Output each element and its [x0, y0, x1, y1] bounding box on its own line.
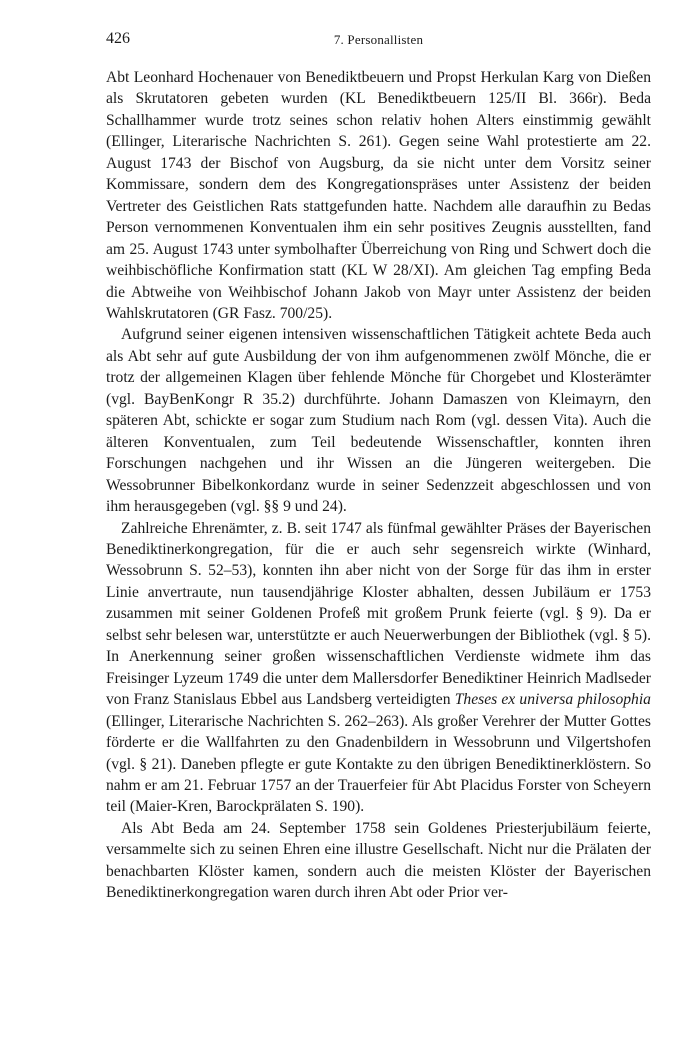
- page-number: 426: [106, 30, 130, 47]
- running-head: 7. Personallisten: [333, 32, 424, 47]
- paragraph-3: [106, 518, 651, 818]
- paragraph-1-text: Abt Leonhard Hochenauer von Benediktbeuern und Propst Herkulan Karg von Dießen als Skrutatoren gebeten wurden (KL Benediktbeuern 125/II Bl. 366r). Beda Schallhammer wurde trotz seines schon relativ hohen Alters einstimmig gewählt (Ellinger, Literarische Nachrichten S. 261). Gegen seine Wahl protestierte am 22. August 1743 der Bischof von Augsburg, da sie nicht unter dem Vorsitz seiner Kommissare, sondern dem des Kongregationspräses unter Assistenz der beiden Vertreter des Geistlichen Rats stattgefunden hatte. Nachdem alle daraufhin zu Bedas Person vernommenen Konventualen ihm ein sehr positives Zeugnis ausstellten, fand am 25. August 1743 unter symbolhafter Überreichung von Ring und Schwert doch die weihbischöfliche Konfirmation statt (KL W 28/XI). Am gleichen Tag empfing Beda die Abtweihe von Weihbischof Johann Jakob von Mayr unter Assistenz der beiden Wahlskrutatoren (GR Fasz. 700/25).: [106, 69, 651, 322]
- paragraph-3-text-a: Zahlreiche Ehrenämter, z. B. seit 1747 als fünfmal gewählter Präses der Bayerischen Benediktinerkongregation, für die er auch sehr segensreich wirkte (Winhard, Wessobrunn S. 52–53), konnten ihn aber nicht von der Sorge für das ihm in erster Linie anvertraute, nun tausendjährige Kloster abhalten, dessen Jubiläum er 1753 zusammen mit seiner Goldenen Profeß mit großem Prunk feierte (vgl. § 9). Da er selbst sehr belesen war, unterstützte er auch Neuerwerbungen der Bibliothek (vgl. § 5). In Anerkennung seiner großen wissenschaftlichen Verdienste widmete ihm das Freisinger Lyzeum 1749 die unter dem Mallersdorfer Benediktiner Heinrich Madlseder von Franz Stanislaus Ebbel aus Landsberg verteidigten: [106, 519, 651, 709]
- paragraph-2: [106, 324, 651, 517]
- body-text: [106, 67, 651, 904]
- paragraph-2-text: Aufgrund seiner eigenen intensiven wissenschaftlichen Tätigkeit achtete Beda auch als Abt sehr auf gute Ausbildung der von ihm aufgenommenen zwölf Mönche, die er trotz der allgemeinen Klagen über fehlende Mönche für Chorgebet und Klosterämter (vgl. BayBenKongr R 35.2) durchführte. Johann Damaszen von Kleimayrn, den späteren Abt, schickte er sogar zum Studium nach Rom (vgl. dessen Vita). Auch die älteren Konventualen, zum Teil bedeutende Wissenschaftler, konnten ihren Forschungen nachgehen und ihr Wissen an die Jüngeren weitergeben. Die Wessobrunner Bibelkonkordanz wurde in seiner Sedenzzeit abgeschlossen und von ihm herausgegeben (vgl. §§ 9 und 24).: [106, 326, 651, 516]
- paragraph-1: [106, 67, 651, 324]
- paragraph-4: [106, 818, 651, 904]
- thesis-title: Theses ex universa philosophia: [454, 691, 651, 709]
- page-header: [106, 30, 651, 52]
- paragraph-4-text: Als Abt Beda am 24. September 1758 sein Goldenes Priesterjubiläum feierte, versammelte sich zu seinen Ehren eine illustre Gesellschaft. Nicht nur die Prälaten der benachbarten Klöster kamen, sondern auch die meisten Klöster der Bayerischen Benediktinerkongregation waren durch ihren Abt oder Prior ver-: [106, 819, 651, 902]
- paragraph-3-text-b: (Ellinger, Literarische Nachrichten S. 262–263). Als großer Verehrer der Mutter Gottes förderte er die Wallfahrten zu den Gnadenbildern in Wessobrunn und Vilgertshofen (vgl. § 21). Daneben pflegte er gute Kontakte zu den übrigen Benediktinerklöstern. So nahm er am 21. Februar 1757 an der Trauerfeier für Abt Placidus Forster von Scheyern teil (Maier-Kren, Barockprälaten S. 190).: [106, 712, 651, 816]
